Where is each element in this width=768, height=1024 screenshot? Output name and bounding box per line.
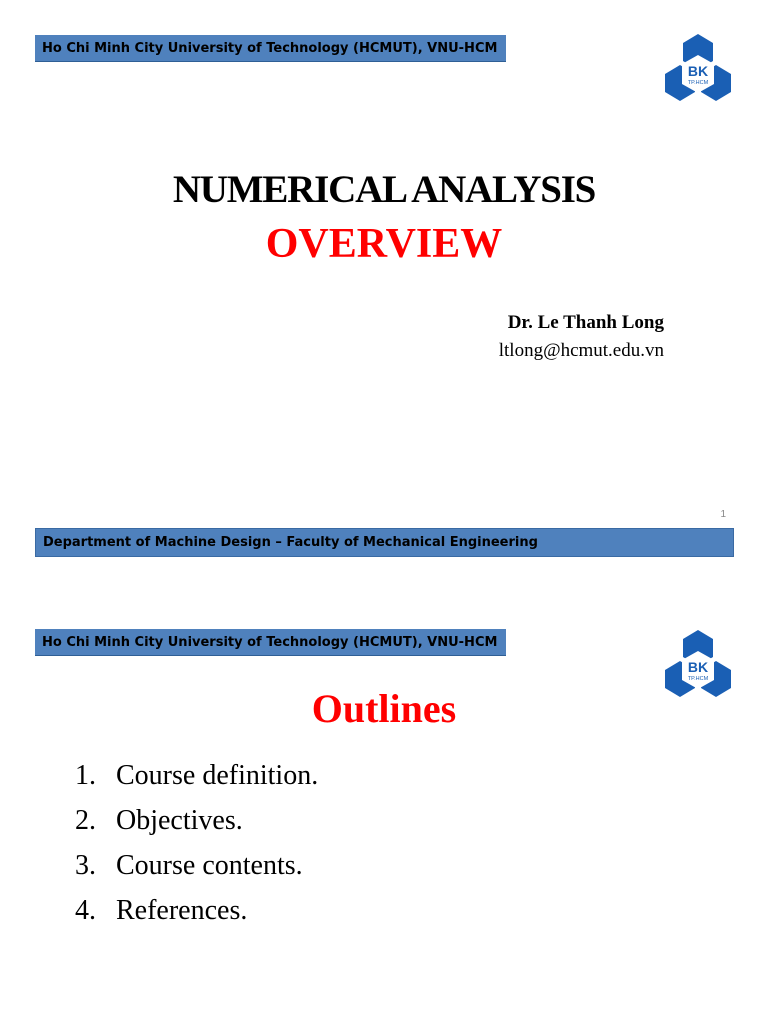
course-title: NUMERICAL ANALYSIS xyxy=(172,168,596,211)
logo-subtext: TP.HCM xyxy=(687,676,709,682)
author-name: Dr. Le Thanh Long xyxy=(507,312,664,333)
logo-text: BK xyxy=(687,659,709,675)
logo-subtext: TP.HCM xyxy=(687,80,709,86)
list-item xyxy=(75,843,318,888)
list-item xyxy=(75,888,318,933)
list-item-text: Course contents. xyxy=(116,850,303,881)
logo-text: BK xyxy=(687,63,709,79)
outlines-title: Outlines xyxy=(311,686,457,731)
list-item xyxy=(75,798,318,843)
bk-logo-icon xyxy=(662,32,734,104)
page-number: 1 xyxy=(720,509,726,520)
author-email: ltlong@hcmut.edu.vn xyxy=(498,340,664,361)
header-banner: Ho Chi Minh City University of Technology (HCMUT), VNU-HCM xyxy=(35,629,506,656)
list-item-text: Objectives. xyxy=(116,805,243,836)
overview-title: OVERVIEW xyxy=(265,221,503,267)
outline-list xyxy=(75,753,318,933)
list-item-text: References. xyxy=(116,895,248,926)
list-item xyxy=(75,753,318,798)
list-item-number: 1. xyxy=(75,760,96,791)
list-item-number: 3. xyxy=(75,850,96,881)
list-item-number: 2. xyxy=(75,805,96,836)
footer-banner: Department of Machine Design – Faculty of Mechanical Engineering xyxy=(35,528,734,557)
list-item-text: Course definition. xyxy=(116,760,319,791)
header-banner: Ho Chi Minh City University of Technology (HCMUT), VNU-HCM xyxy=(35,35,506,62)
slide-2 xyxy=(0,598,768,1024)
list-item-number: 4. xyxy=(75,895,96,926)
